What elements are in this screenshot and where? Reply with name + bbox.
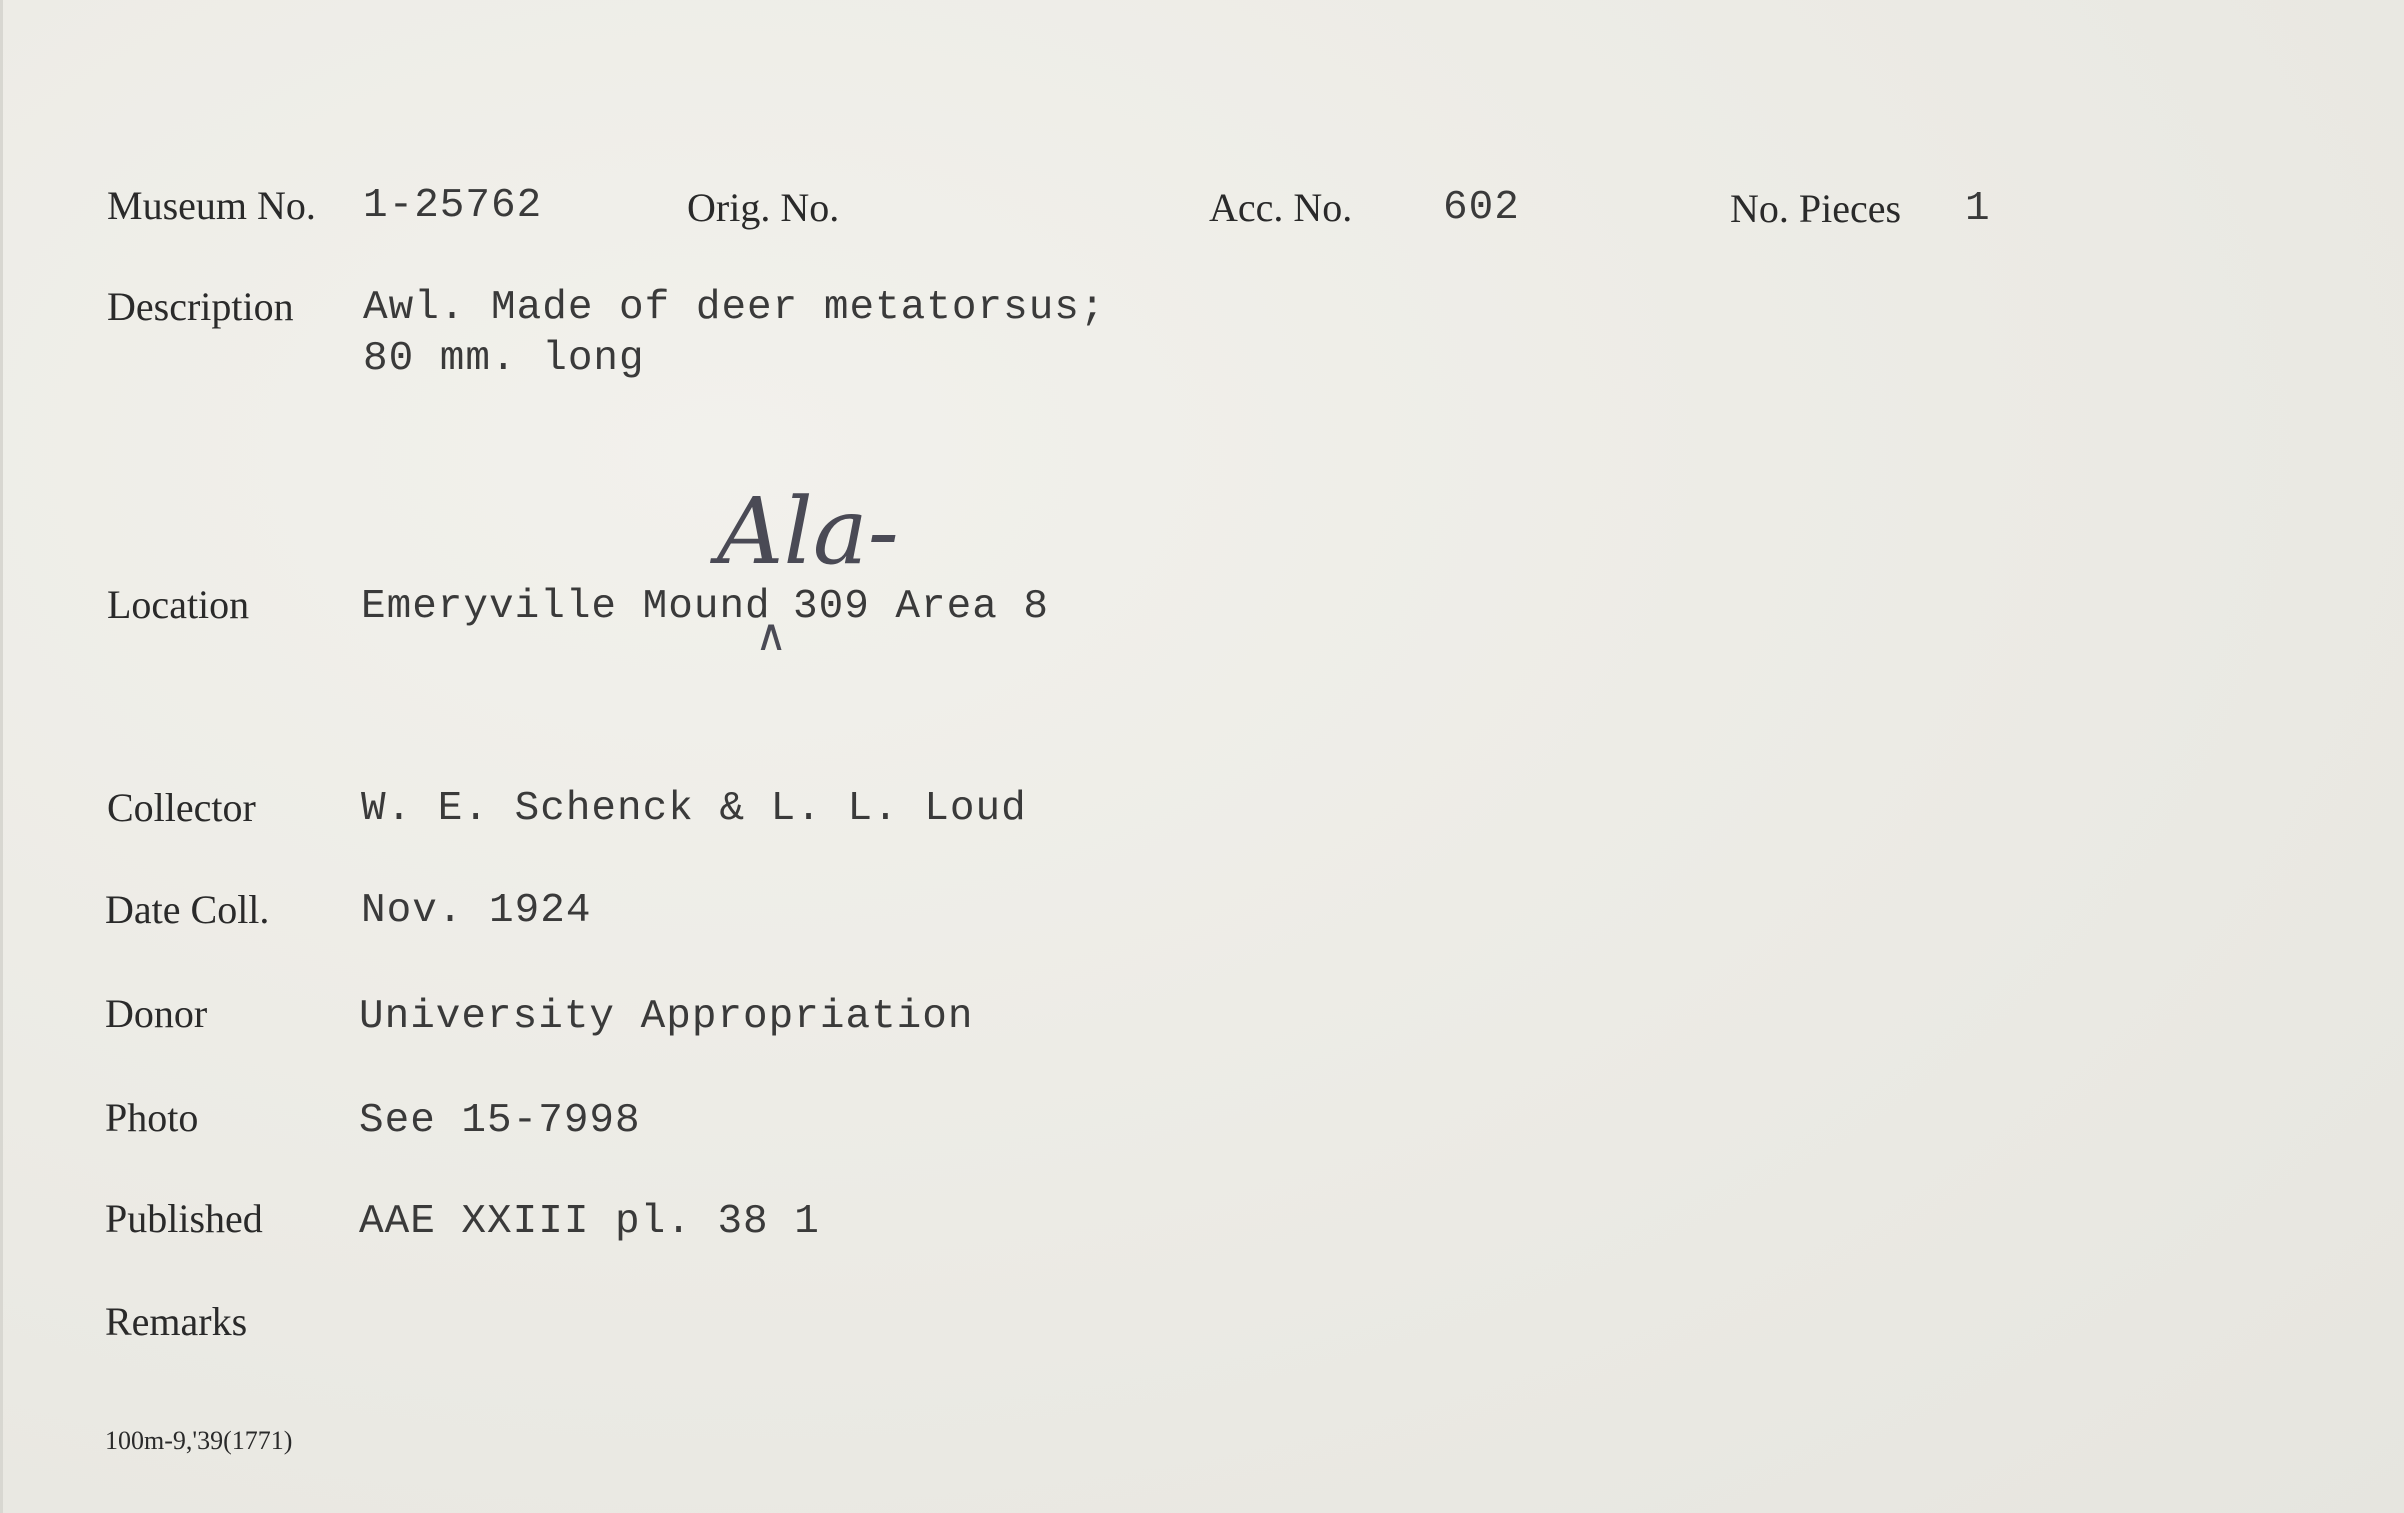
orig-no-label: Orig. No. — [687, 185, 840, 230]
handwritten-insertion: Ala- — [717, 478, 899, 585]
museum-no-label: Museum No. — [107, 183, 316, 228]
date-coll-value: Nov. 1924 — [361, 888, 592, 934]
remarks-label: Remarks — [105, 1299, 248, 1344]
description-label: Description — [107, 284, 294, 329]
no-pieces-value: 1 — [1965, 186, 1991, 232]
acc-no-label: Acc. No. — [1209, 185, 1353, 230]
collector-value: W. E. Schenck & L. L. Loud — [361, 786, 1027, 832]
caret-insert-mark: ∧ — [755, 610, 788, 661]
acc-no-value: 602 — [1443, 185, 1520, 231]
donor-label: Donor — [105, 991, 208, 1036]
collector-label: Collector — [107, 785, 256, 830]
location-label: Location — [107, 582, 250, 627]
photo-label: Photo — [105, 1095, 199, 1140]
photo-value: See 15-7998 — [359, 1098, 641, 1144]
form-code: 100m-9,'39(1771) — [105, 1426, 293, 1455]
published-value: AAE XXIII pl. 38 1 — [359, 1199, 820, 1245]
donor-value: University Appropriation — [359, 994, 974, 1040]
date-coll-label: Date Coll. — [105, 887, 270, 932]
description-line-2: 80 mm. long — [363, 336, 645, 382]
museum-no-value: 1-25762 — [363, 183, 543, 229]
description-line-1: Awl. Made of deer metatorsus; — [363, 285, 1106, 331]
location-value-part-1: Emeryville Mound — [361, 584, 771, 630]
no-pieces-label: No. Pieces — [1730, 186, 1902, 231]
published-label: Published — [105, 1196, 263, 1241]
location-value-part-2: 309 Area 8 — [793, 584, 1050, 630]
